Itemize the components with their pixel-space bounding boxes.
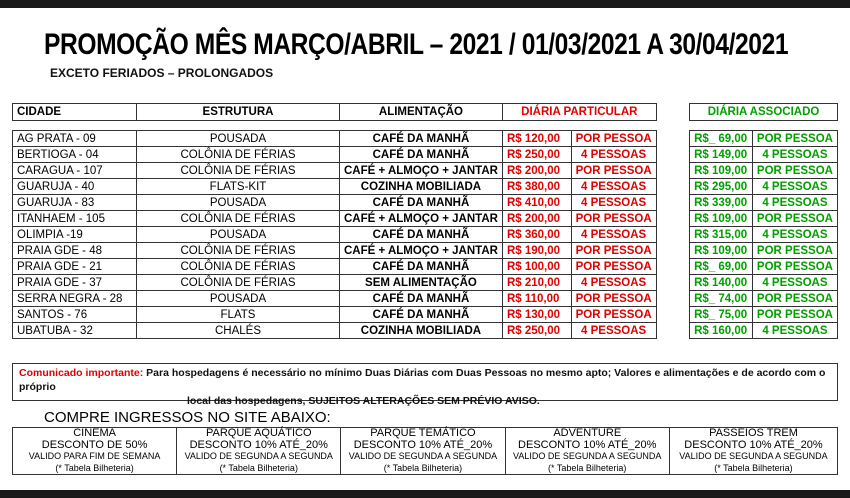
table-row: [13, 211, 838, 227]
cell-tipo-particular: 4 PESSOAS: [571, 323, 656, 339]
ticket-discount: DESCONTO 10% ATÉ_20%: [353, 438, 493, 451]
ticket-cell: [341, 428, 505, 475]
cell-preco-associado: R$_ 69,00: [690, 131, 753, 147]
cell-tipo-associado: 4 PESSOAS: [752, 147, 837, 163]
cell-estrutura: POUSADA: [137, 131, 340, 147]
ticket-name: PARQUE AQUÁTICO: [205, 427, 312, 439]
page-subtitle: EXCETO FERIADOS – PROLONGADOS: [50, 66, 274, 80]
cell-alimentacao: CAFÉ DA MANHÃ: [339, 131, 502, 147]
cell-preco-particular: R$ 250,00: [502, 147, 571, 163]
cell-preco-particular: R$ 250,00: [502, 323, 571, 339]
cell-preco-associado: R$ 315,00: [690, 227, 753, 243]
cell-alimentacao: CAFÉ DA MANHÃ: [339, 307, 502, 323]
cell-tipo-associado: 4 PESSOAS: [752, 179, 837, 195]
cell-estrutura: CHALÉS: [137, 323, 340, 339]
ticket-cell: [13, 428, 177, 475]
cell-preco-associado: R$ 339,00: [690, 195, 753, 211]
cell-tipo-particular: POR PESSOA: [571, 259, 656, 275]
notice-line-2: local das hospedagens, SUJEITOS ALTERAÇÕES SEM PRÉVIO AVISO.: [187, 395, 540, 407]
cell-preco-particular: R$ 410,00: [502, 195, 571, 211]
cell-tipo-particular: POR PESSOA: [571, 291, 656, 307]
ticket-cell: [669, 428, 837, 475]
cell-cidade: OLIMPIA -19: [13, 227, 137, 243]
cell-preco-associado: R$ 109,00: [690, 163, 753, 179]
cell-preco-associado: R$ 160,00: [690, 323, 753, 339]
cell-alimentacao: CAFÉ + ALMOÇO + JANTAR: [339, 211, 502, 227]
cell-tipo-associado: 4 PESSOAS: [752, 195, 837, 211]
cell-alimentacao: CAFÉ + ALMOÇO + JANTAR: [339, 163, 502, 179]
table-row: [13, 259, 838, 275]
cell-gap: [656, 131, 689, 147]
ticket-discount: DESCONTO 10% ATÉ_20%: [189, 438, 328, 451]
table-row: [13, 131, 838, 147]
cell-tipo-particular: POR PESSOA: [571, 163, 656, 179]
cell-tipo-particular: POR PESSOA: [571, 211, 656, 227]
cell-preco-particular: R$ 110,00: [502, 291, 571, 307]
cell-estrutura: FLATS-KIT: [137, 179, 340, 195]
cell-gap: [656, 211, 689, 227]
cell-tipo-associado: POR PESSOA: [752, 131, 837, 147]
ticket-name: PASSEIOS TREM: [709, 427, 798, 439]
cell-gap: [656, 307, 689, 323]
cell-preco-particular: R$ 200,00: [502, 163, 571, 179]
cell-tipo-particular: 4 PESSOAS: [571, 179, 656, 195]
ticket-cell: [505, 428, 669, 475]
cell-alimentacao: COZINHA MOBILIADA: [339, 323, 502, 339]
important-notice: [12, 363, 838, 407]
cell-preco-associado: R$ 149,00: [690, 147, 753, 163]
cell-alimentacao: CAFÉ DA MANHÃ: [339, 227, 502, 243]
table-row: [13, 163, 838, 179]
cell-estrutura: COLÔNIA DE FÉRIAS: [137, 163, 340, 179]
cell-estrutura: COLÔNIA DE FÉRIAS: [137, 275, 340, 291]
cell-tipo-associado: POR PESSOA: [752, 307, 837, 323]
ticket-note: (* Tabela Bilheteria): [383, 462, 463, 473]
tickets-heading: COMPRE INGRESSOS NO SITE ABAIXO:: [44, 409, 331, 426]
col-estrutura: ESTRUTURA: [137, 104, 340, 121]
cell-estrutura: COLÔNIA DE FÉRIAS: [137, 211, 340, 227]
ticket-name: CINEMA: [73, 427, 116, 439]
ticket-discount: DESCONTO 10% ATÉ_20%: [684, 438, 823, 451]
table-body: [13, 131, 838, 339]
price-table: [12, 103, 838, 339]
table-row: [13, 291, 838, 307]
col-diaria-particular: DIÁRIA PARTICULAR: [502, 104, 656, 121]
cell-cidade: SERRA NEGRA - 28: [13, 291, 137, 307]
ticket-validity: VALIDO PARA FIM DE SEMANA: [28, 451, 161, 461]
cell-alimentacao: CAFÉ + ALMOÇO + JANTAR: [339, 243, 502, 259]
cell-cidade: UBATUBA - 32: [13, 323, 137, 339]
ticket-note: (* Tabela Bilheteria): [219, 462, 298, 473]
cell-gap: [656, 243, 689, 259]
table-row: [13, 147, 838, 163]
cell-preco-associado: R$_ 75,00: [690, 307, 753, 323]
cell-tipo-associado: POR PESSOA: [752, 259, 837, 275]
cell-cidade: GUARUJA - 83: [13, 195, 137, 211]
cell-alimentacao: SEM ALIMENTAÇÃO: [339, 275, 502, 291]
ticket-discount: DESCONTO DE 50%: [41, 438, 148, 451]
table-row: [13, 243, 838, 259]
ticket-validity: VALIDO DE SEGUNDA A SEGUNDA: [679, 451, 828, 461]
cell-preco-particular: R$ 100,00: [502, 259, 571, 275]
cell-tipo-associado: POR PESSOA: [752, 243, 837, 259]
col-alimentacao: ALIMENTAÇÃO: [339, 104, 502, 121]
cell-gap: [656, 227, 689, 243]
cell-preco-particular: R$ 130,00: [502, 307, 571, 323]
cell-tipo-particular: 4 PESSOAS: [571, 147, 656, 163]
cell-estrutura: POUSADA: [137, 227, 340, 243]
table-row: [13, 323, 838, 339]
ticket-note: (* Tabela Bilheteria): [714, 462, 793, 473]
table-row: [13, 179, 838, 195]
cell-alimentacao: CAFÉ DA MANHÃ: [339, 259, 502, 275]
cell-cidade: CARAGUA - 107: [13, 163, 137, 179]
cell-gap: [656, 195, 689, 211]
cell-gap: [656, 163, 689, 179]
cell-cidade: PRAIA GDE - 37: [13, 275, 137, 291]
cell-tipo-associado: POR PESSOA: [752, 291, 837, 307]
tickets-table: [12, 427, 838, 475]
cell-preco-associado: R$ 140,00: [690, 275, 753, 291]
cell-tipo-associado: 4 PESSOAS: [752, 323, 837, 339]
cell-preco-associado: R$ 109,00: [690, 211, 753, 227]
cell-tipo-particular: POR PESSOA: [571, 307, 656, 323]
cell-cidade: SANTOS - 76: [13, 307, 137, 323]
cell-cidade: GUARUJA - 40: [13, 179, 137, 195]
cell-alimentacao: COZINHA MOBILIADA: [339, 179, 502, 195]
cell-estrutura: FLATS: [137, 307, 340, 323]
cell-preco-particular: R$ 190,00: [502, 243, 571, 259]
cell-cidade: AG PRATA - 09: [13, 131, 137, 147]
table-row: [13, 307, 838, 323]
ticket-name: PARQUE TEMÁTICO: [370, 427, 476, 439]
col-cidade: CIDADE: [13, 104, 137, 121]
cell-tipo-associado: POR PESSOA: [752, 211, 837, 227]
cell-estrutura: COLÔNIA DE FÉRIAS: [137, 147, 340, 163]
cell-preco-particular: R$ 360,00: [502, 227, 571, 243]
cell-preco-associado: R$ 109,00: [690, 243, 753, 259]
cell-preco-particular: R$ 200,00: [502, 211, 571, 227]
table-row: [13, 195, 838, 211]
ticket-discount: DESCONTO 10% ATÉ_20%: [518, 438, 657, 451]
cell-estrutura: POUSADA: [137, 195, 340, 211]
col-diaria-associado: DIÁRIA ASSOCIADO: [690, 104, 838, 121]
cell-gap: [656, 275, 689, 291]
cell-preco-particular: R$ 380,00: [502, 179, 571, 195]
cell-gap: [656, 323, 689, 339]
cell-preco-particular: R$ 210,00: [502, 275, 571, 291]
cell-preco-associado: R$ 295,00: [690, 179, 753, 195]
cell-cidade: PRAIA GDE - 48: [13, 243, 137, 259]
cell-preco-particular: R$ 120,00: [502, 131, 571, 147]
notice-lead: Comunicado importante:: [19, 367, 144, 379]
cell-tipo-particular: POR PESSOA: [571, 243, 656, 259]
ticket-validity: VALIDO DE SEGUNDA A SEGUNDA: [184, 451, 333, 461]
cell-cidade: PRAIA GDE - 21: [13, 259, 137, 275]
table-row: [13, 275, 838, 291]
ticket-validity: VALIDO DE SEGUNDA A SEGUNDA: [513, 451, 662, 461]
cell-gap: [656, 179, 689, 195]
tickets-row: [13, 428, 838, 475]
cell-tipo-particular: 4 PESSOAS: [571, 227, 656, 243]
ticket-note: (* Tabela Bilheteria): [548, 462, 627, 473]
cell-tipo-particular: 4 PESSOAS: [571, 195, 656, 211]
page-title: PROMOÇÃO MÊS MARÇO/ABRIL – 2021 / 01/03/2021 A 30/04/2021: [44, 28, 789, 61]
cell-tipo-associado: 4 PESSOAS: [752, 275, 837, 291]
cell-tipo-associado: POR PESSOA: [752, 163, 837, 179]
cell-preco-associado: R$_ 74,00: [690, 291, 753, 307]
cell-estrutura: POUSADA: [137, 291, 340, 307]
ticket-name: ADVENTURE: [553, 427, 622, 439]
table-header-row: [13, 104, 838, 121]
cell-alimentacao: CAFÉ DA MANHÃ: [339, 291, 502, 307]
cell-preco-associado: R$_ 69,00: [690, 259, 753, 275]
ticket-validity: VALIDO DE SEGUNDA A SEGUNDA: [348, 451, 498, 461]
ticket-note: (* Tabela Bilheteria): [55, 462, 134, 473]
cell-estrutura: COLÔNIA DE FÉRIAS: [137, 259, 340, 275]
notice-line-1: Para hospedagens é necessário no mínimo Duas Diárias com Duas Pessoas no mesmo apto; Valores e alimentações e de acordo com o próprio: [19, 367, 826, 393]
promo-sheet: [0, 8, 850, 490]
cell-tipo-particular: 4 PESSOAS: [571, 275, 656, 291]
cell-alimentacao: CAFÉ DA MANHÃ: [339, 195, 502, 211]
cell-estrutura: COLÔNIA DE FÉRIAS: [137, 243, 340, 259]
cell-gap: [656, 291, 689, 307]
cell-gap: [656, 147, 689, 163]
cell-tipo-particular: POR PESSOA: [571, 131, 656, 147]
cell-tipo-associado: 4 PESSOAS: [752, 227, 837, 243]
cell-cidade: BERTIOGA - 04: [13, 147, 137, 163]
cell-cidade: ITANHAEM - 105: [13, 211, 137, 227]
table-row: [13, 227, 838, 243]
cell-gap: [656, 259, 689, 275]
cell-alimentacao: CAFÉ DA MANHÃ: [339, 147, 502, 163]
ticket-cell: [177, 428, 341, 475]
